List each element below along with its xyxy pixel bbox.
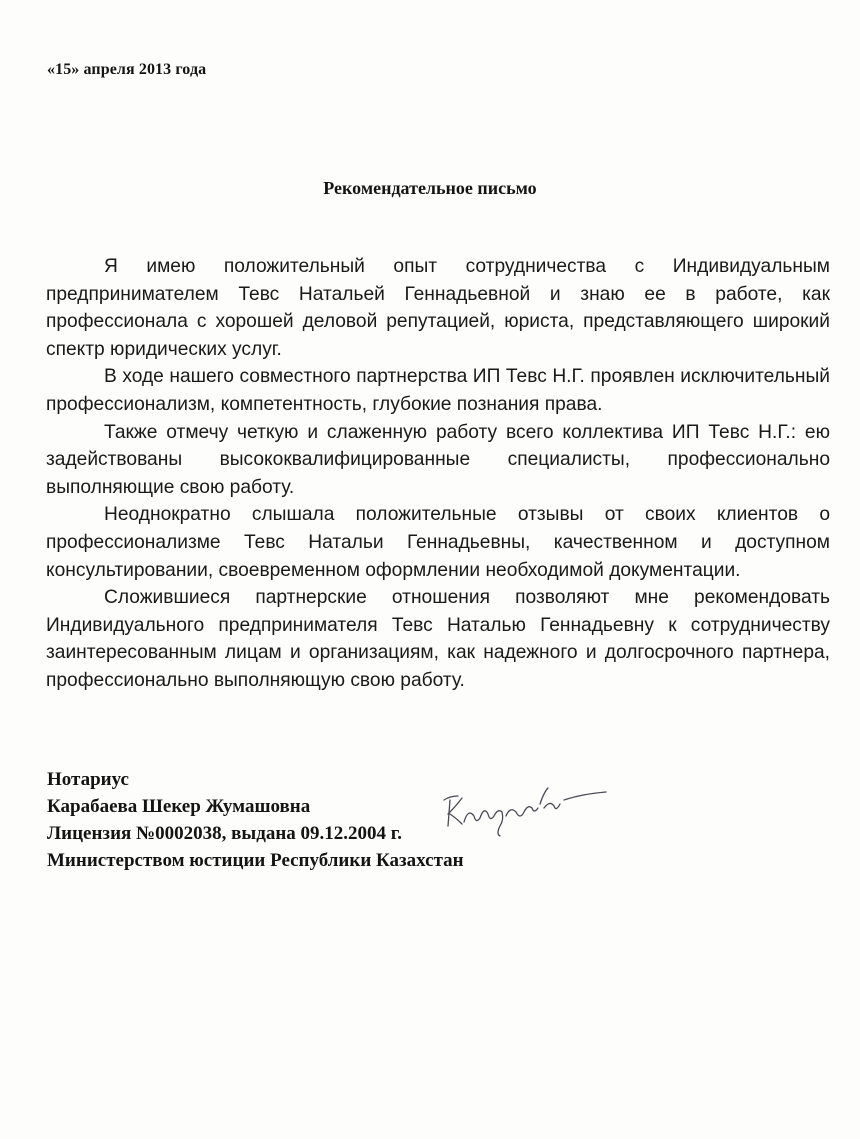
signatory-block — [47, 766, 464, 874]
paragraph-4: Неоднократно слышала положительные отзывы от своих клиентов о профессионализме Тевс Натальи Геннадьевны, качественном и доступном консультировании, своевременном оформлении необходимой документации. — [46, 504, 830, 581]
signatory-role: Нотариус — [47, 769, 129, 790]
paragraph-2: В ходе нашего совместного партнерства ИП Тевс Н.Г. проявлен исключительный профессионализм, компетентность, глубокие познания права. — [46, 366, 830, 415]
paragraph-3: Также отмечу четкую и слаженную работу всего коллектива ИП Тевс Н.Г.: ею задействованы высококвалифицированные специалисты, профессионально выполняющие свою работу. — [46, 421, 830, 498]
signatory-issuer: Министерством юстиции Республики Казахстан — [47, 850, 464, 871]
paragraph-1: Я имею положительный опыт сотрудничества с Индивидуальным предпринимателем Тевс Натальей Геннадьевной и знаю ее в работе, как профессионала с хорошей деловой репутацией, юриста, представляющего широкий спектр юридических услуг. — [46, 256, 830, 360]
paragraph-5: Сложившиеся партнерские отношения позволяют мне рекомендовать Индивидуального предпринимателя Тевс Наталью Геннадьевну к сотрудничеству заинтересованным лицам и организациям, как надежного и долгосрочного партнера, профессионально выполняющую свою работу. — [46, 587, 830, 691]
signatory-name: Карабаева Шекер Жумашовна — [47, 796, 311, 817]
signatory-license: Лицензия №0002038, выдана 09.12.2004 г. — [47, 823, 403, 844]
document-date: «15» апреля 2013 года — [47, 61, 207, 78]
handwritten-signature — [440, 778, 610, 848]
letter-body — [46, 253, 830, 695]
document-title: Рекомендательное письмо — [323, 178, 537, 198]
